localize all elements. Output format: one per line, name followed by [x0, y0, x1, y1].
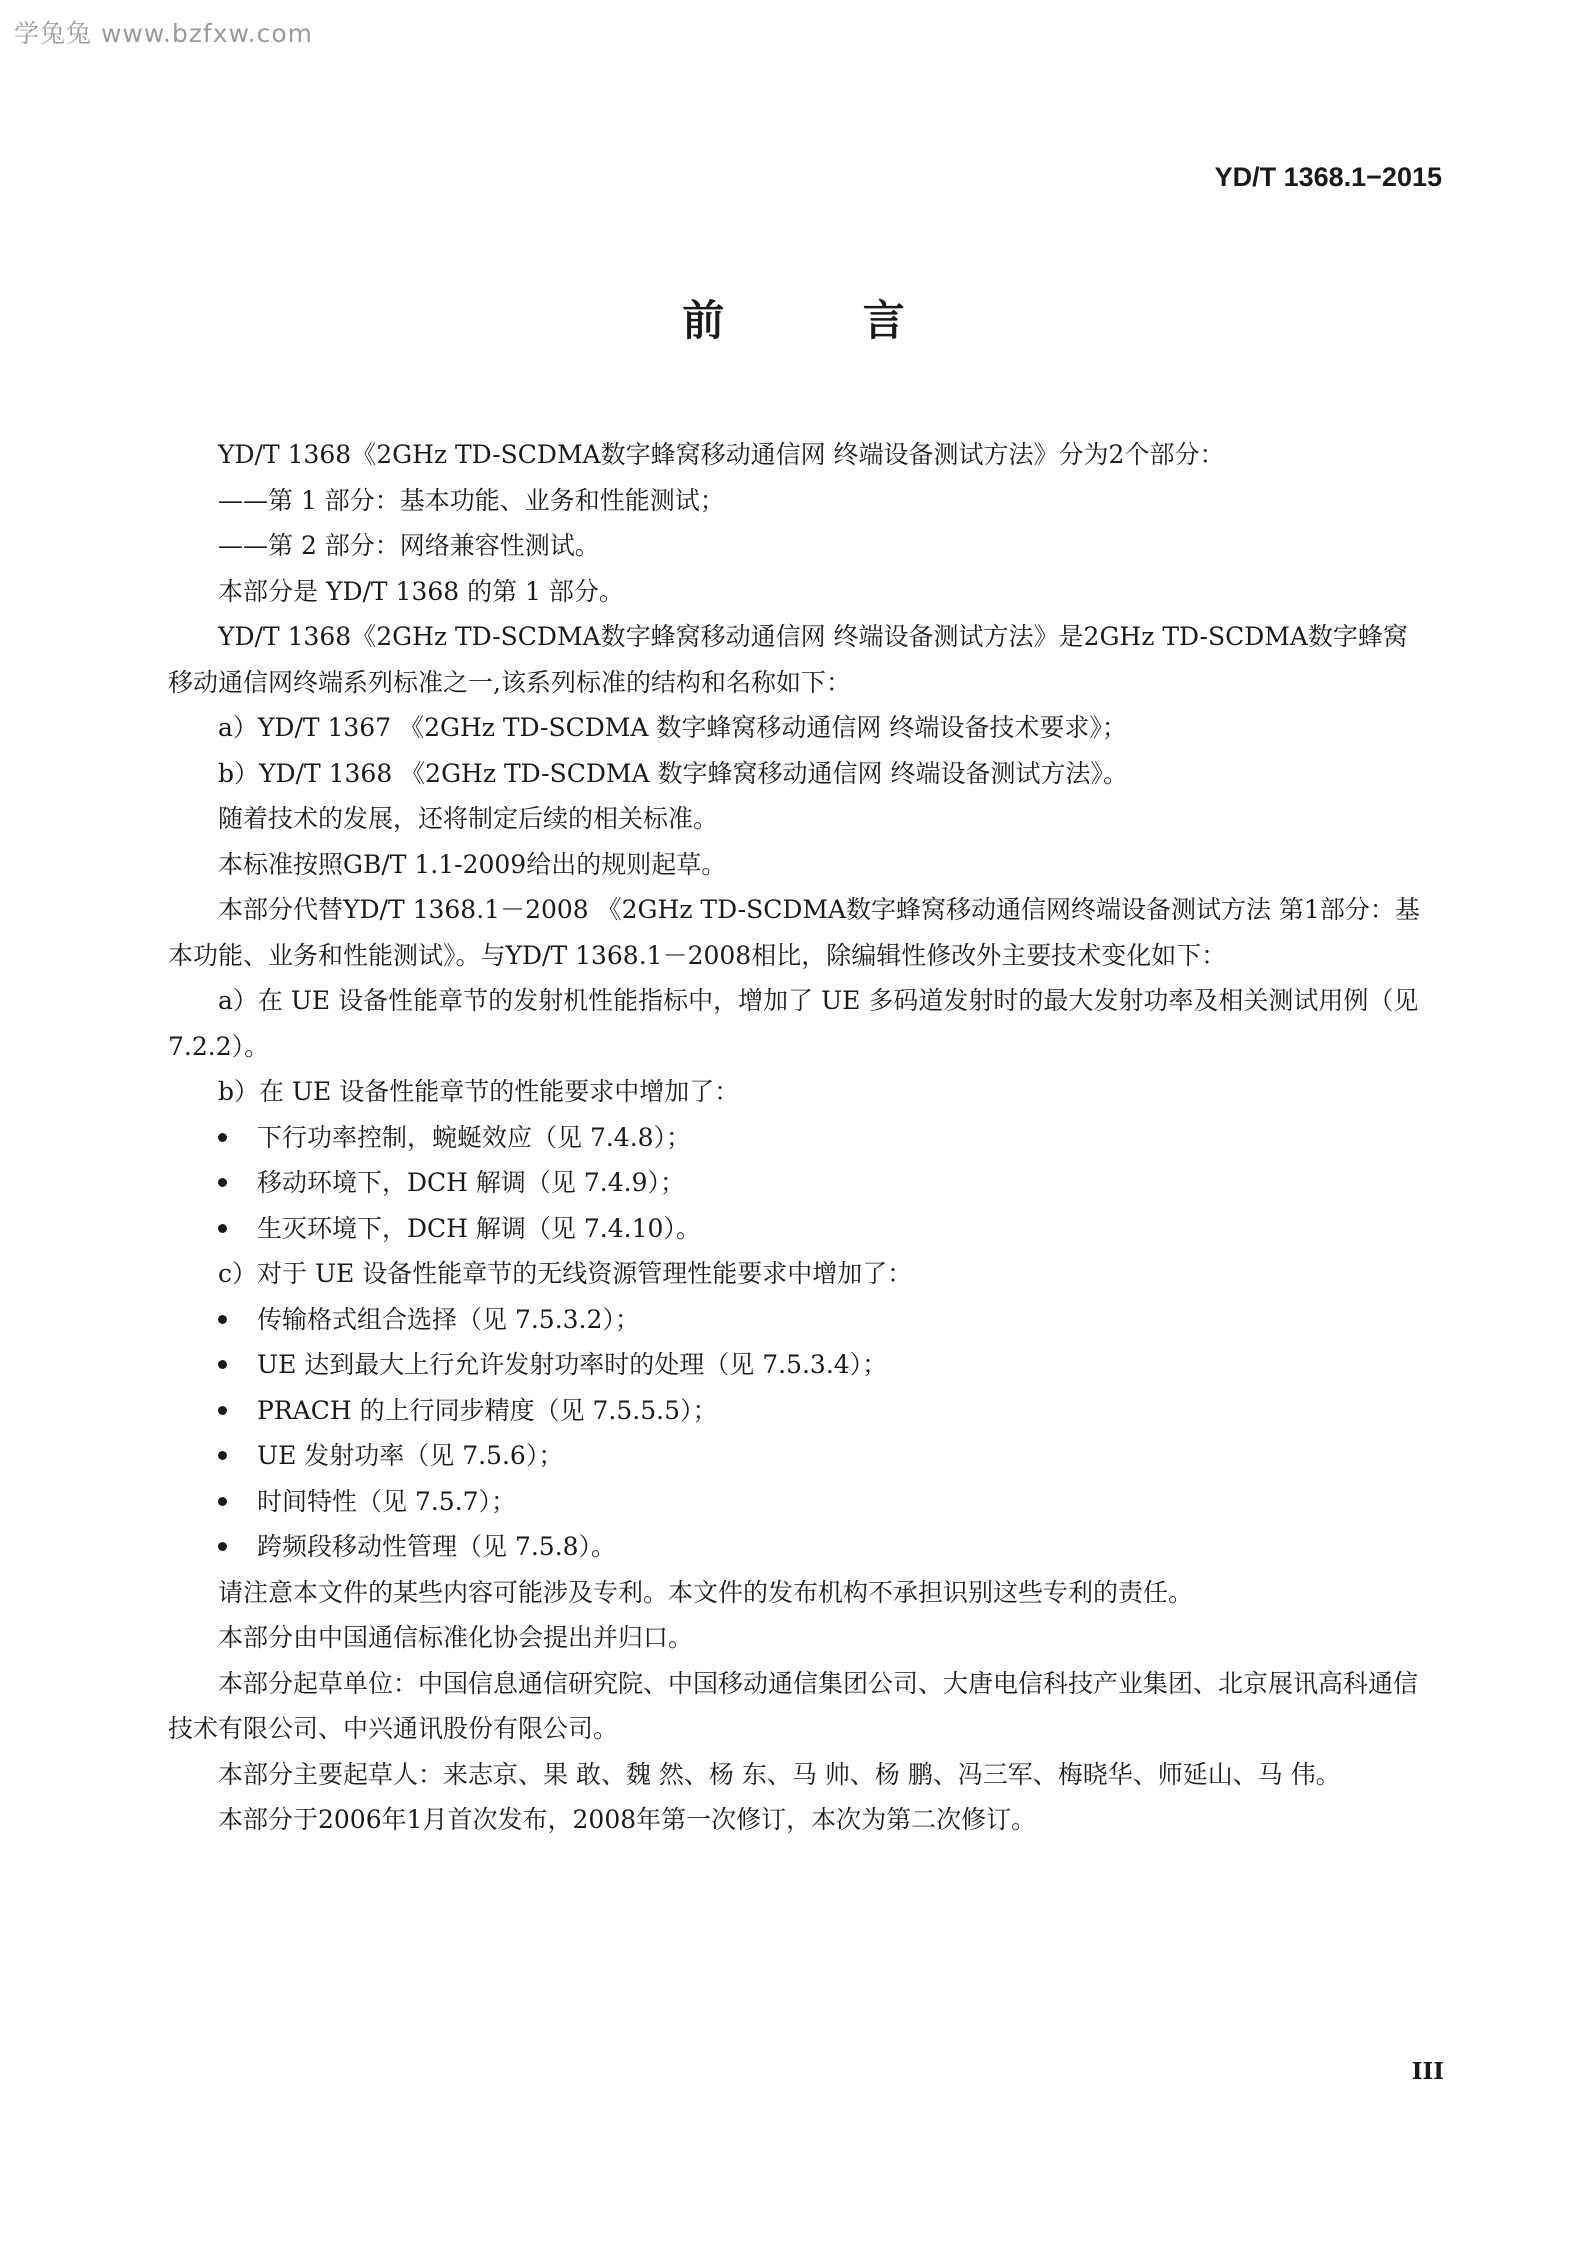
- bullet-dot-icon: [218, 1406, 227, 1415]
- paragraph: a）在 UE 设备性能章节的发射机性能指标中，增加了 UE 多码道发射时的最大发射功率及相关测试用例（见 7.2.2）。: [168, 986, 1419, 1061]
- bullet-item: [168, 1160, 1426, 1206]
- watermark-text: 学兔兔 www.bzfxw.com: [14, 19, 314, 48]
- bullet-dot-icon: [218, 1224, 227, 1233]
- bullet-item: [168, 1206, 1426, 1252]
- page-title: 前 言: [682, 296, 967, 345]
- bullet-dot-icon: [218, 1315, 227, 1324]
- paragraph: 本部分代替YD/T 1368.1－2008 《2GHz TD-SCDMA数字蜂窝移动通信网终端设备测试方法 第1部分：基本功能、业务和性能测试》。与YD/T 1368.1－2008相比，除编辑性修改外主要技术变化如下：: [168, 895, 1420, 970]
- bullet-item: [168, 1433, 1426, 1479]
- bullet-dot-icon: [218, 1542, 227, 1551]
- paragraph: ——第 2 部分：网络兼容性测试。: [218, 531, 600, 560]
- bullet-text: 生灭环境下，DCH 解调（见 7.4.10）。: [257, 1213, 701, 1243]
- bullet-text: 移动环境下，DCH 解调（见 7.4.9）；: [257, 1168, 685, 1197]
- page-number: III: [1411, 2058, 1444, 2085]
- paragraph: b）在 UE 设备性能章节的性能要求中增加了：: [218, 1077, 740, 1106]
- bullet-dot-icon: [218, 1497, 227, 1506]
- bullet-item: [168, 1297, 1426, 1343]
- paragraph: 本部分起草单位：中国信息通信研究院、中国移动通信集团公司、大唐电信科技产业集团、北京展讯高科通信技术有限公司、中兴通讯股份有限公司。: [168, 1668, 1419, 1743]
- bullet-text: 时间特性（见 7.5.7）；: [257, 1486, 517, 1516]
- paragraph: YD/T 1368《2GHz TD-SCDMA数字蜂窝移动通信网 终端设备测试方法》分为2个部分：: [218, 440, 1225, 469]
- paragraph: a）YD/T 1367 《2GHz TD-SCDMA 数字蜂窝移动通信网 终端设备技术要求》；: [218, 713, 1127, 742]
- bullet-item: [168, 1388, 1426, 1434]
- bullet-text: UE 达到最大上行允许发射功率时的处理（见 7.5.3.4）；: [257, 1350, 888, 1379]
- bullet-text: 跨频段移动性管理（见 7.5.8）。: [257, 1532, 617, 1561]
- foreword-body: [168, 432, 1426, 1843]
- bullet-text: 传输格式组合选择（见 7.5.3.2）；: [257, 1304, 640, 1334]
- paragraph: b）YD/T 1368 《2GHz TD-SCDMA 数字蜂窝移动通信网 终端设备测试方法》。: [218, 758, 1128, 788]
- bullet-dot-icon: [218, 1178, 227, 1187]
- paragraph: 本部分于2006年1月首次发布，2008年第一次修订，本次为第二次修订。: [218, 1805, 1037, 1834]
- bullet-item: [168, 1342, 1426, 1388]
- paragraph: c）对于 UE 设备性能章节的无线资源管理性能要求中增加了：: [218, 1259, 913, 1288]
- bullet-text: UE 发射功率（见 7.5.6）；: [257, 1441, 564, 1470]
- paragraph: 随着技术的发展，还将制定后续的相关标准。: [218, 804, 719, 833]
- paragraph: 本部分由中国通信标准化协会提出并归口。: [218, 1623, 694, 1652]
- bullet-item: [168, 1479, 1426, 1525]
- bullet-item: [168, 1524, 1426, 1570]
- standard-number: YD/T 1368.1−2015: [1214, 162, 1442, 192]
- bullet-text: 下行功率控制，蜿蜒效应（见 7.4.8）；: [257, 1122, 692, 1152]
- paragraph: 请注意本文件的某些内容可能涉及专利。本文件的发布机构不承担识别这些专利的责任。: [218, 1577, 1194, 1607]
- paragraph: 本标准按照GB/T 1.1-2009给出的规则起草。: [218, 849, 727, 879]
- bullet-dot-icon: [218, 1451, 227, 1460]
- bullet-dot-icon: [218, 1360, 227, 1369]
- bullet-dot-icon: [218, 1133, 227, 1142]
- paragraph: YD/T 1368《2GHz TD-SCDMA数字蜂窝移动通信网 终端设备测试方法》是2GHz TD-SCDMA数字蜂窝移动通信网终端系列标准之一,该系列标准的结构和名称如下：: [168, 622, 1408, 697]
- paragraph: 本部分主要起草人：来志京、果 敢、魏 然、杨 东、马 帅、杨 鹏、冯三军、梅晓华、师延山、马 伟。: [218, 1759, 1341, 1789]
- bullet-text: PRACH 的上行同步精度（见 7.5.5.5）；: [257, 1395, 718, 1425]
- paragraph: ——第 1 部分：基本功能、业务和性能测试；: [218, 485, 725, 515]
- bullet-item: [168, 1115, 1426, 1161]
- paragraph: 本部分是 YD/T 1368 的第 1 部分。: [218, 576, 624, 606]
